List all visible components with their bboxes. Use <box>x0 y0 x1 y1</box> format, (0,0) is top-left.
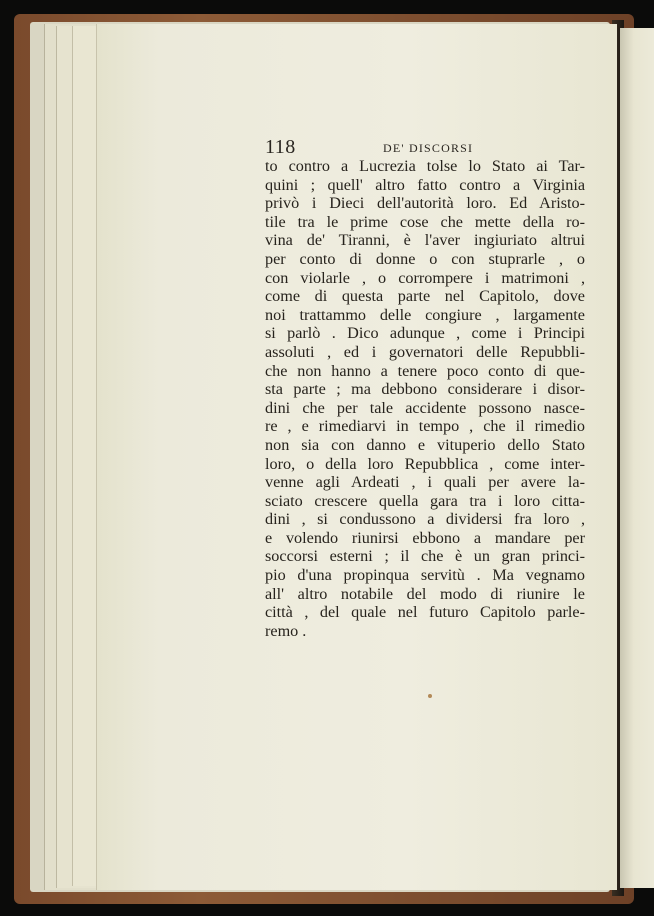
text-line: come di questa parte nel Capitolo, dove <box>265 287 585 306</box>
page-number: 118 <box>265 136 296 158</box>
text-line: si parlò . Dico adunque , come i Principi <box>265 324 585 343</box>
paper-speck <box>428 694 432 698</box>
text-line: sciato crescere quella gara tra i loro citta- <box>265 491 585 510</box>
text-line: venne agli Ardeati , i quali per avere la- <box>265 473 585 492</box>
text-line: loro, o della loro Repubblica , come inter- <box>265 454 585 473</box>
text-line: remo . <box>265 621 307 640</box>
text-line: con violarle , o corrompere i matrimoni , <box>265 268 585 287</box>
text-line: non sia con danno e vituperio dello Stato <box>265 435 585 454</box>
text-line: dini che per tale accidente possono nasce- <box>265 398 585 417</box>
text-line: dini , si condussono a dividersi fra loro , <box>265 510 585 529</box>
text-line: che non hanno a tenere poco conto di que- <box>265 361 585 380</box>
text-line: pio d'una propinqua servitù . Ma vegnamo <box>265 566 585 585</box>
text-line: re , e rimediarvi in tempo , che il rimedio <box>265 417 585 436</box>
facing-page-edge <box>620 28 654 888</box>
text-line: all' altro notabile del modo di riunire le <box>265 584 585 603</box>
text-line: e volendo riunirsi ebbono a mandare per <box>265 528 585 547</box>
text-line: quini ; quell' altro fatto contro a Virginia <box>265 175 585 194</box>
text-line: soccorsi esterni ; il che è un gran princi- <box>265 547 585 566</box>
body-text <box>265 157 585 640</box>
text-line: città , del quale nel futuro Capitolo parle- <box>265 603 585 622</box>
text-line: to contro a Lucrezia tolse lo Stato ai Tar- <box>265 157 585 175</box>
text-line: privò i Dieci dell'autorità loro. Ed Aristo- <box>265 194 585 213</box>
text-line: sta parte ; ma debbono considerare i disor- <box>265 380 585 399</box>
text-line: tile tra le prime cose che mette della ro- <box>265 212 585 231</box>
text-line: assoluti , ed i governatori delle Repubbli- <box>265 342 585 361</box>
text-line: vina de' Tiranni, è l'aver ingiuriato altrui <box>265 231 585 250</box>
running-title: DE' DISCORSI <box>383 141 474 155</box>
text-line: per conto di donne o con stuprarle , o <box>265 249 585 268</box>
text-line: noi trattammo delle congiure , largamente <box>265 305 585 324</box>
